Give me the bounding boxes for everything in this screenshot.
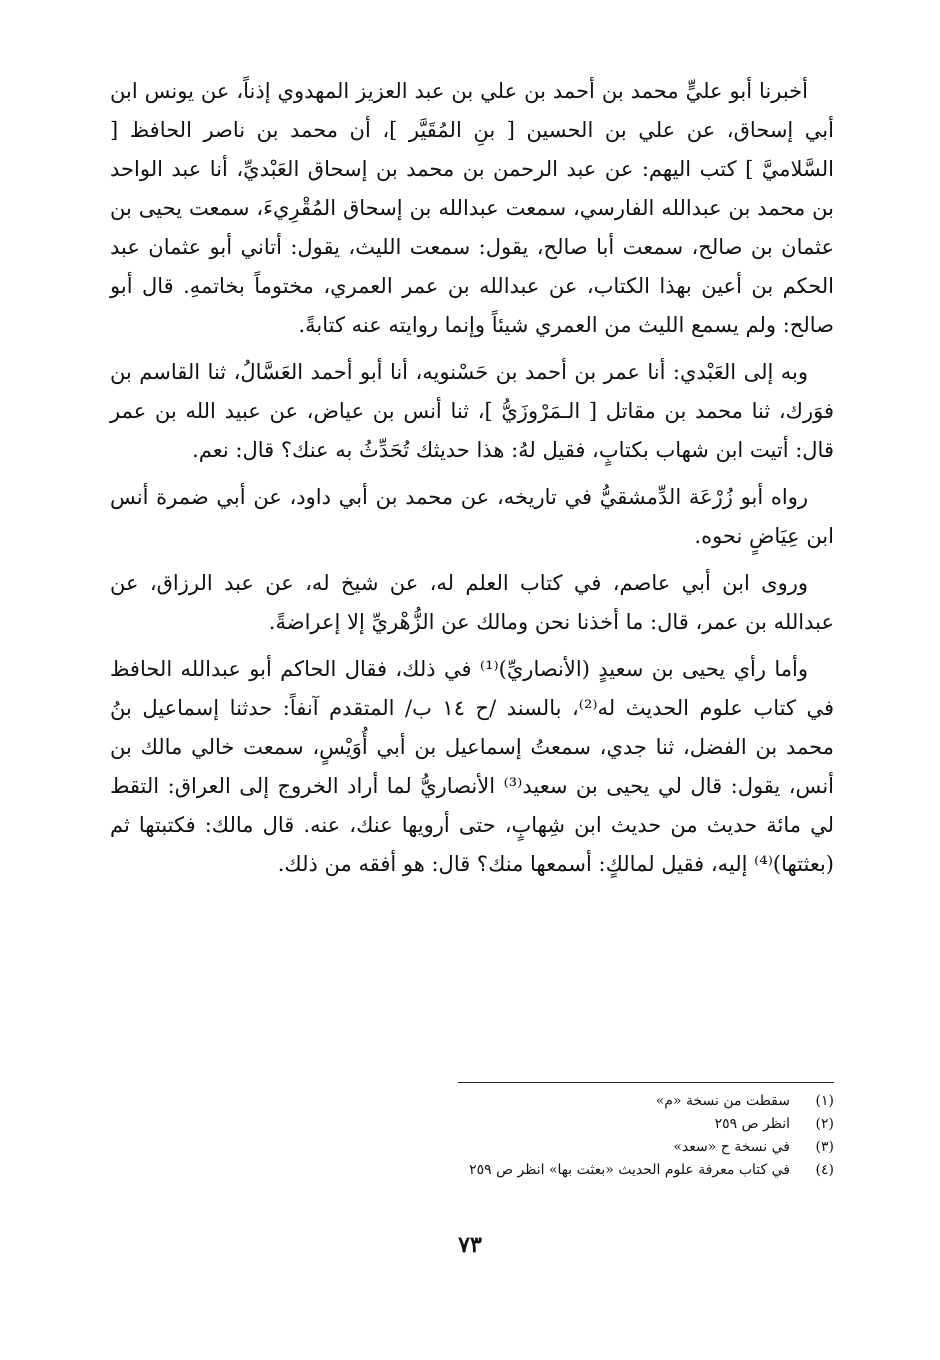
footnote-divider [458,1082,834,1083]
footnote-number: (١) [815,1093,834,1109]
footnote-number: (٤) [815,1162,834,1178]
footnote-2 [300,1113,834,1136]
footnote-text: سقطت من نسخة «م» [655,1093,790,1109]
footnote-text: انظر ص ٢٥٩ [714,1116,790,1132]
footnote-number: (٣) [815,1139,834,1155]
footnote-4 [300,1159,834,1182]
page-number: ٧٣ [458,1232,482,1258]
paragraph-4: وروى ابن أبي عاصم، في كتاب العلم له، عن شيخ له، عن عبد الرزاق، عن عبدالله بن عمر، قال: ما أخذنا نحن ومالك عن الزُّهْريِّ إلا إعراضةً. [110,571,834,634]
footnote-number: (٢) [815,1116,834,1132]
paragraph-1: أخبرنا أبو عليٍّ محمد بن أحمد بن علي بن عبد العزيز المهدوي إذناً، عن يونس ابن أبي إسحاق، عن علي بن الحسين [ بنِ المُقَيَّر ]، أن محمد بن ناصر الحافظ [ السَّلاميَّ ] كتب اليهم: عن عبد الرحمن بن محمد بن إسحاق العَبْديِّ، أنا عبد الواحد بن محمد بن عبدالله الفارسي، سمعت عبدالله بن إسحاق المُقْرِيءَ، سمعت يحيى بن عثمان بن صالح، سمعت أبا صالح، يقول: سمعت الليث، يقول: أتاني أبو عثمان عبد الحكم بن أعين بهذا الكتاب، عن عبدالله بن عمر العمري، مختوماً بخاتمهِ. قال أبو صالح: ولم يسمع الليث من العمري شيئاً وإنما روايته عنه كتابةً. [110,79,834,337]
footnotes [300,1090,834,1182]
footnote-3 [300,1136,834,1159]
footnote-text: في نسخة ح «سعد» [673,1139,790,1155]
paragraph-2: وبه إلى العَبْدي: أنا عمر بن أحمد بن حَسْنويه، أنا أبو أحمد العَسَّالُ، ثنا القاسم بن فوَرك، ثنا محمد بن مقاتل [ الـمَرْوزَيُّ ]، ثنا أنس بن عياض، عن عبيد الله بن عمر قال: أتيت ابن شهاب بكتابٍ، فقيل لهُ: هذا حديثك تُحَدِّثُ به عنك؟ قال: نعم. [110,360,834,462]
footnote-text: في كتاب معرفة علوم الحديث «بعثت بها» انظر ص ٢٥٩ [469,1162,790,1178]
paragraph-5: وأما رأي يحيى بن سعيدٍ (الأنصاريِّ)⁽¹⁾ في ذلك، فقال الحاكم أبو عبدالله الحافظ في كتاب علوم الحديث له⁽²⁾، بالسند /ح ١٤ ب/ المتقدم آنفاً: حدثنا إسماعيل بنُ محمد بن الفضل، ثنا جدي، سمعتُ إسماعيل بن أبي أُوَيْسٍ، سمعت خالي مالك بن أنس، يقول: قال لي يحيى بن سعيد⁽³⁾ الأنصاريُّ لما أراد الخروج إلى العراق: التقط لي مائة حديث من حديث ابن شِهابٍ، حتى أرويها عنك، عنه. قال مالك: فكتبتها ثم (بعثتها)⁽⁴⁾ إليه، فقيل لمالكٍ: أسمعها منك؟ قال: هو أفقه من ذلك. [110,657,835,876]
footnote-1 [300,1090,834,1113]
main-text [110,72,834,892]
paragraph-3: رواه أبو زُرْعَة الدِّمشقيُّ في تاريخه، عن محمد بن أبي داود، عن أبي ضمرة أنس ابن عِيَاضٍ نحوه. [110,485,834,548]
